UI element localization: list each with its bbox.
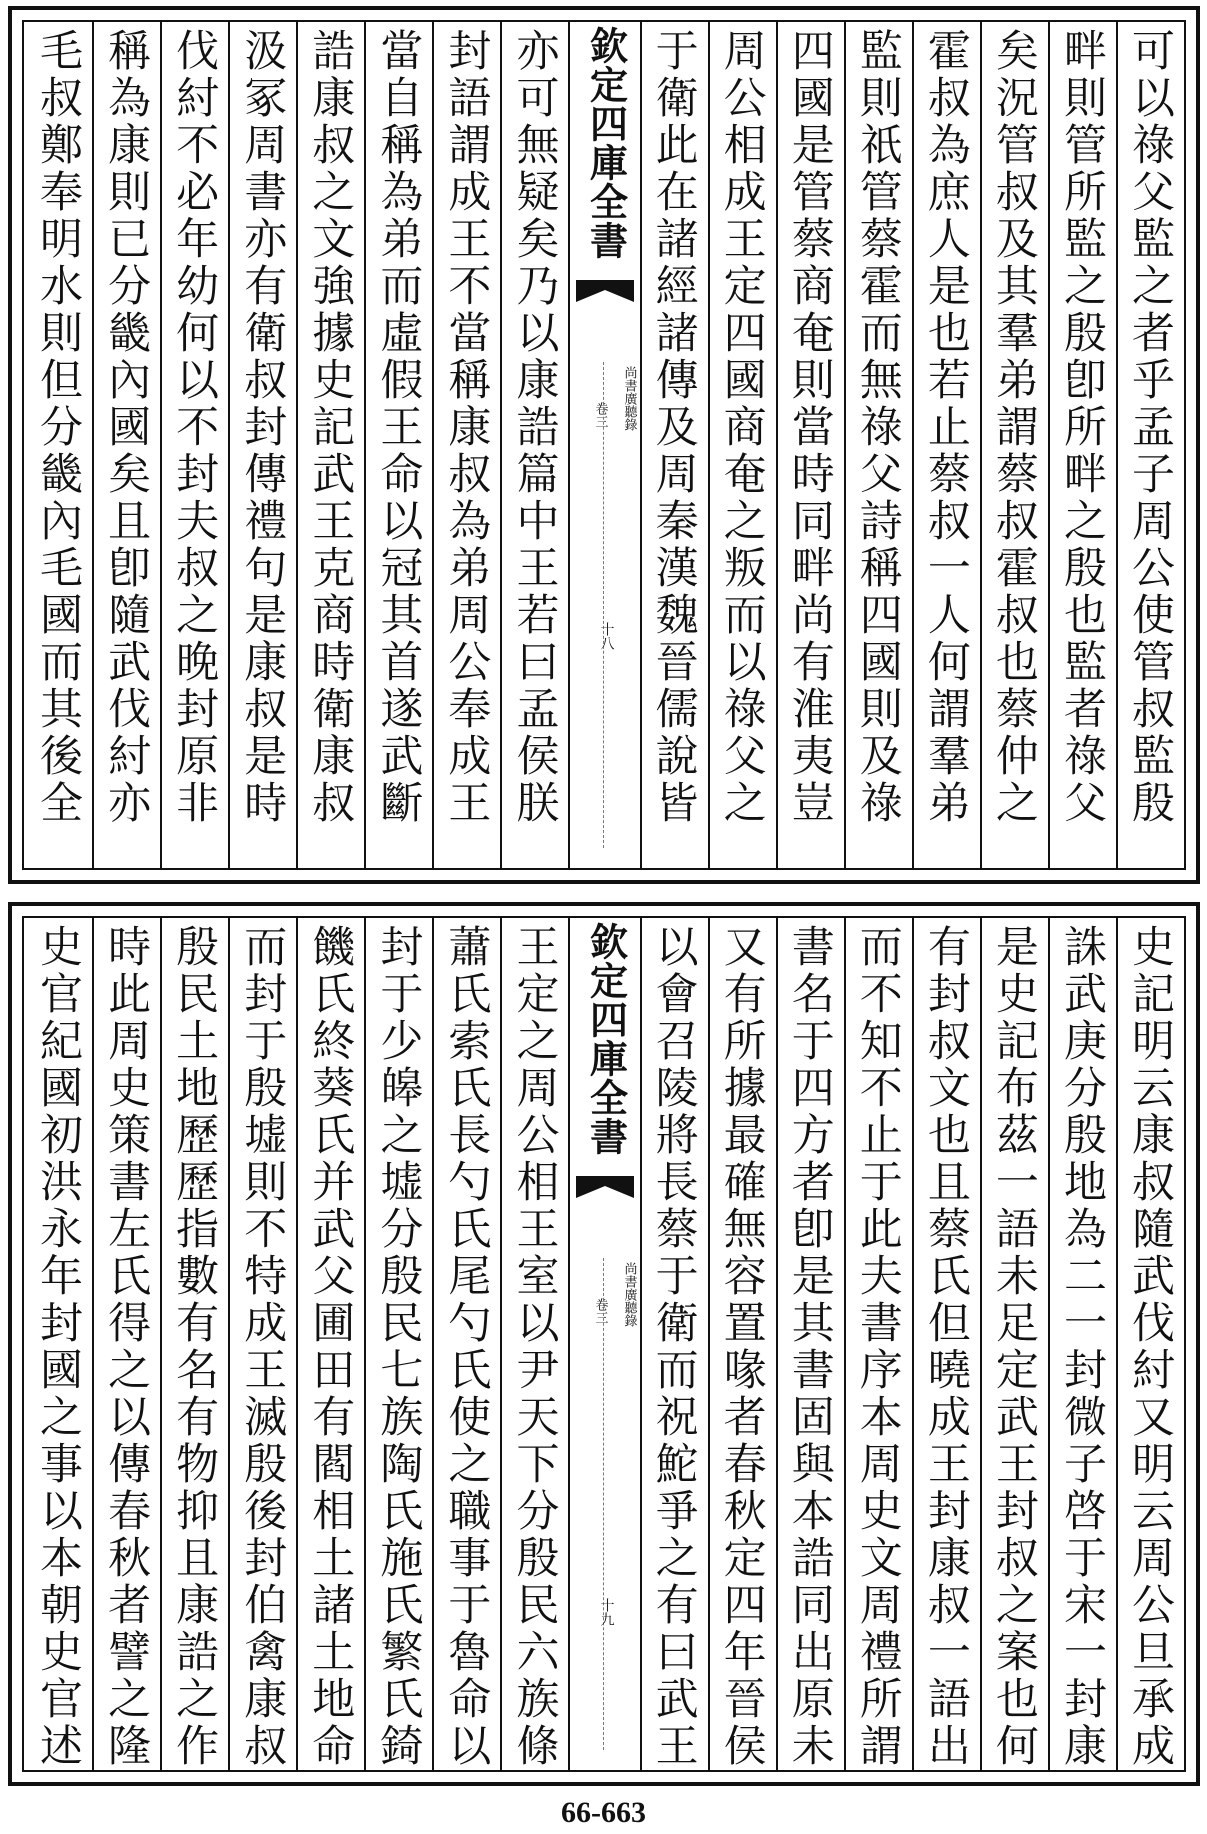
text-column: 伐紂不必年幼何以不封夫叔之晚封原非 (160, 22, 228, 868)
folio-number: 十八 (598, 622, 615, 650)
folio-number: 十九 (598, 1598, 615, 1626)
text-column: 時此周史策書左氏得之以傳春秋者譬之隆 (92, 918, 160, 1770)
bottom-text-frame (22, 916, 1186, 1772)
book-subtitle: 尚書廣聽錄 (621, 1262, 637, 1327)
text-column: 于衛此在諸經諸傳及周秦漢魏晉儒說皆 (640, 22, 708, 868)
text-column: 霍叔為庶人是也若止蔡叔一人何謂羣弟 (912, 22, 980, 868)
text-column: 誥康叔之文強據史記武王克商時衛康叔 (296, 22, 364, 868)
fold-line (603, 1258, 605, 1750)
text-column: 史官紀國初洪永年封國之事以本朝史官述 (33, 924, 84, 1770)
center-fold-column (568, 918, 639, 1770)
text-column: 而不知不止于此夫書序本周史文周禮所謂 (844, 918, 912, 1770)
text-column: 汲冢周書亦有衛叔封傳禮句是康叔是時 (228, 22, 296, 868)
text-column: 是史記布茲一語未足定武王封叔之案也何 (980, 918, 1048, 1770)
text-column: 蕭氏索氏長勺氏尾勺氏使之職事于魯命以 (432, 918, 500, 1770)
top-page (8, 6, 1200, 884)
text-column: 矣況管叔及其羣弟謂蔡叔霍叔也蔡仲之 (980, 22, 1048, 868)
center-fold-column (568, 22, 639, 868)
text-column: 畔則管所監之殷卽所畔之殷也監者祿父 (1048, 22, 1116, 868)
text-column: 誅武庚分殷地為二一封微子啓于宋一封康 (1048, 918, 1116, 1770)
text-column: 當自稱為弟而虛假王命以冠其首遂武斷 (364, 22, 432, 868)
text-column: 周公相成王定四國商奄之叛而以祿父之 (708, 22, 776, 868)
fishtail-mark-icon (576, 1176, 634, 1256)
fold-line (603, 362, 605, 848)
text-column: 史記明云康叔隨武伐紂又明云周公旦承成 (1116, 918, 1184, 1770)
volume-label: 卷三 (592, 1298, 608, 1324)
text-column: 又有所據最確無容置喙者春秋定四年晉侯 (708, 918, 776, 1770)
text-column: 殷民土地歷歷指數有名有物抑且康誥之作 (160, 918, 228, 1770)
text-column: 可以祿父監之者乎孟子周公使管叔監殷 (1116, 22, 1184, 868)
text-column: 稱為康則已分畿內國矣且卽隨武伐紂亦 (92, 22, 160, 868)
book-title: 欽定四庫全書 (583, 922, 629, 1156)
text-column: 有封叔文也且蔡氏但曉成王封康叔一語出 (912, 918, 980, 1770)
text-column: 封于少皞之墟分殷民七族陶氏施氏繁氏錡 (364, 918, 432, 1770)
text-column: 封語謂成王不當稱康叔為弟周公奉成王 (432, 22, 500, 868)
text-column: 監則祇管蔡霍而無祿父詩稱四國則及祿 (844, 22, 912, 868)
fishtail-mark-icon (576, 280, 634, 360)
text-column: 毛叔鄭奉明水則但分畿內毛國而其後全 (33, 28, 84, 827)
volume-label: 卷三 (592, 402, 608, 428)
text-column: 而封于殷墟則不特成王滅殷後封伯禽康叔 (228, 918, 296, 1770)
book-title: 欽定四庫全書 (583, 26, 629, 260)
page-number-footer: 66-663 (561, 1796, 646, 1829)
book-subtitle: 尚書廣聽錄 (621, 366, 637, 431)
text-column: 饑氏終葵氏并武父圃田有閻相土諸土地命 (296, 918, 364, 1770)
text-column: 王定之周公相王室以尹天下分殷民六族條 (500, 918, 568, 1770)
bottom-page (8, 902, 1200, 1786)
text-column: 書名于四方者卽是其書固與本誥同出原未 (776, 918, 844, 1770)
top-text-frame (22, 20, 1186, 870)
text-column: 四國是管蔡商奄則當時同畔尚有淮夷豈 (776, 22, 844, 868)
text-column: 亦可無疑矣乃以康誥篇中王若曰孟侯朕 (500, 22, 568, 868)
text-column: 以會召陵將長蔡于衛而祝鮀爭之有曰武王 (640, 918, 708, 1770)
